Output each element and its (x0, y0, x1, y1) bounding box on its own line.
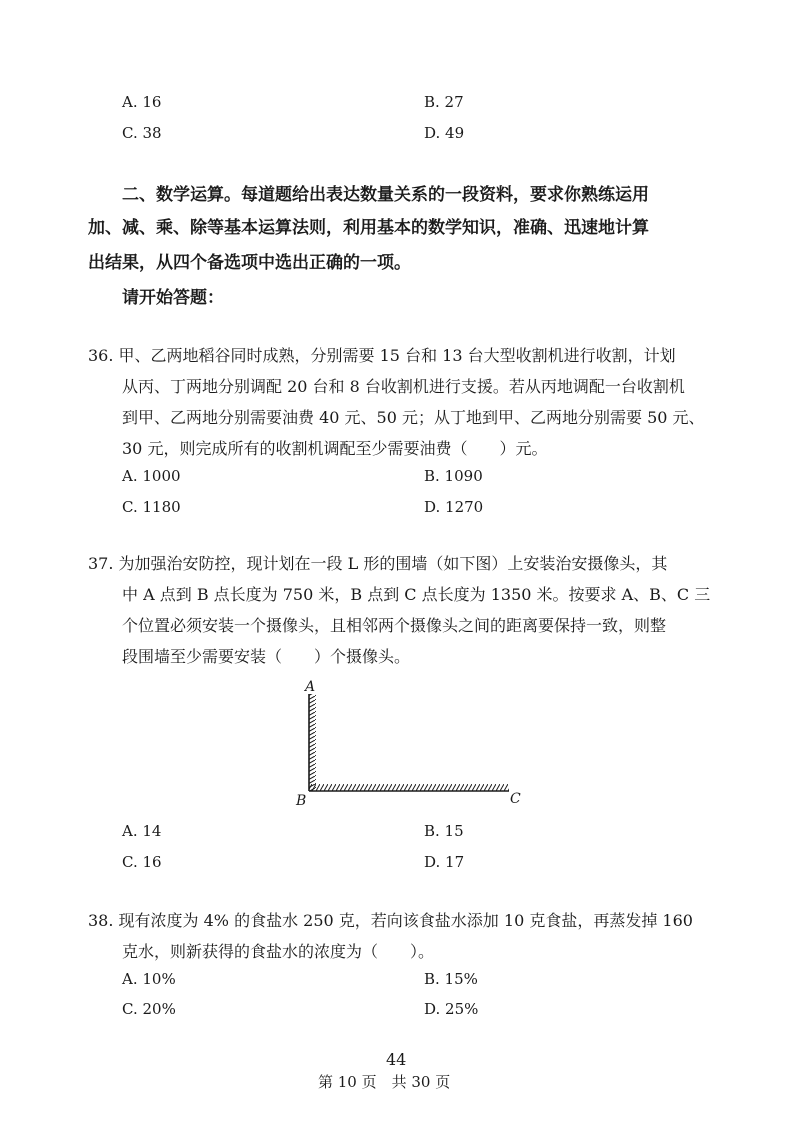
q36-option-b: B. 1090 (424, 467, 483, 485)
q37-option-d: D. 17 (424, 853, 465, 871)
wall-vertical-segment (309, 694, 316, 791)
page-number: 44 (386, 1050, 407, 1069)
section-intro-line-1: 二、数学运算。每道题给出表达数量关系的一段资料，要求你熟练运用 (122, 185, 649, 205)
q38-option-b: B. 15% (424, 970, 478, 988)
point-a-label: A (305, 679, 316, 695)
q37-option-b: B. 15 (424, 822, 464, 840)
prev-option-d: D. 49 (424, 124, 465, 142)
q38-option-a: A. 10% (122, 970, 176, 988)
section-intro-line-2: 加、减、乘、除等基本运算法则，利用基本的数学知识，准确、迅速地计算 (88, 218, 649, 238)
q36-line-1: 36. 甲、乙两地稻谷同时成熟，分别需要 15 台和 13 台大型收割机进行收割，计划 (88, 346, 676, 365)
q37-line-1: 37. 为加强治安防控，现计划在一段 L 形的围墙（如下图）上安装治安摄像头，其 (88, 554, 668, 573)
wall-horizontal-segment (309, 784, 509, 791)
prev-option-a: A. 16 (122, 93, 162, 111)
q36-option-c: C. 1180 (122, 498, 181, 516)
start-prompt: 请开始答题： (122, 288, 224, 308)
q37-line-3: 个位置必须安装一个摄像头，且相邻两个摄像头之间的距离要保持一致，则整 (122, 616, 667, 635)
l-wall-figure (280, 672, 540, 812)
q37-line-4: 段围墙至少需要安装（ ）个摄像头。 (122, 647, 411, 666)
q36-line-4: 30 元，则完成所有的收割机调配至少需要油费（ ）元。 (122, 439, 548, 458)
q38-option-d: D. 25% (424, 1000, 479, 1018)
q38-line-2: 克水，则新获得的食盐水的浓度为（ ）。 (122, 942, 435, 961)
prev-option-c: C. 38 (122, 124, 162, 142)
q36-option-a: A. 1000 (122, 467, 181, 485)
q37-option-a: A. 14 (122, 822, 162, 840)
prev-option-b: B. 27 (424, 93, 464, 111)
q37-option-c: C. 16 (122, 853, 162, 871)
point-b-label: B (296, 793, 307, 809)
q37-line-2: 中 A 点到 B 点长度为 750 米，B 点到 C 点长度为 1350 米。按要求 A、B、C 三 (122, 585, 711, 604)
q38-option-c: C. 20% (122, 1000, 176, 1018)
point-c-label: C (510, 791, 521, 807)
q36-line-3: 到甲、乙两地分别需要油费 40 元、50 元；从丁地到甲、乙两地分别需要 50 元、 (122, 408, 705, 427)
page-info: 第 10 页 共 30 页 (318, 1073, 451, 1091)
q36-line-2: 从丙、丁两地分别调配 20 台和 8 台收割机进行支援。若从丙地调配一台收割机 (122, 377, 685, 396)
q36-option-d: D. 1270 (424, 498, 484, 516)
section-intro-line-3: 出结果，从四个备选项中选出正确的一项。 (88, 253, 411, 273)
q38-line-1: 38. 现有浓度为 4% 的食盐水 250 克，若向该食盐水添加 10 克食盐，再蒸发掉 160 (88, 911, 693, 930)
